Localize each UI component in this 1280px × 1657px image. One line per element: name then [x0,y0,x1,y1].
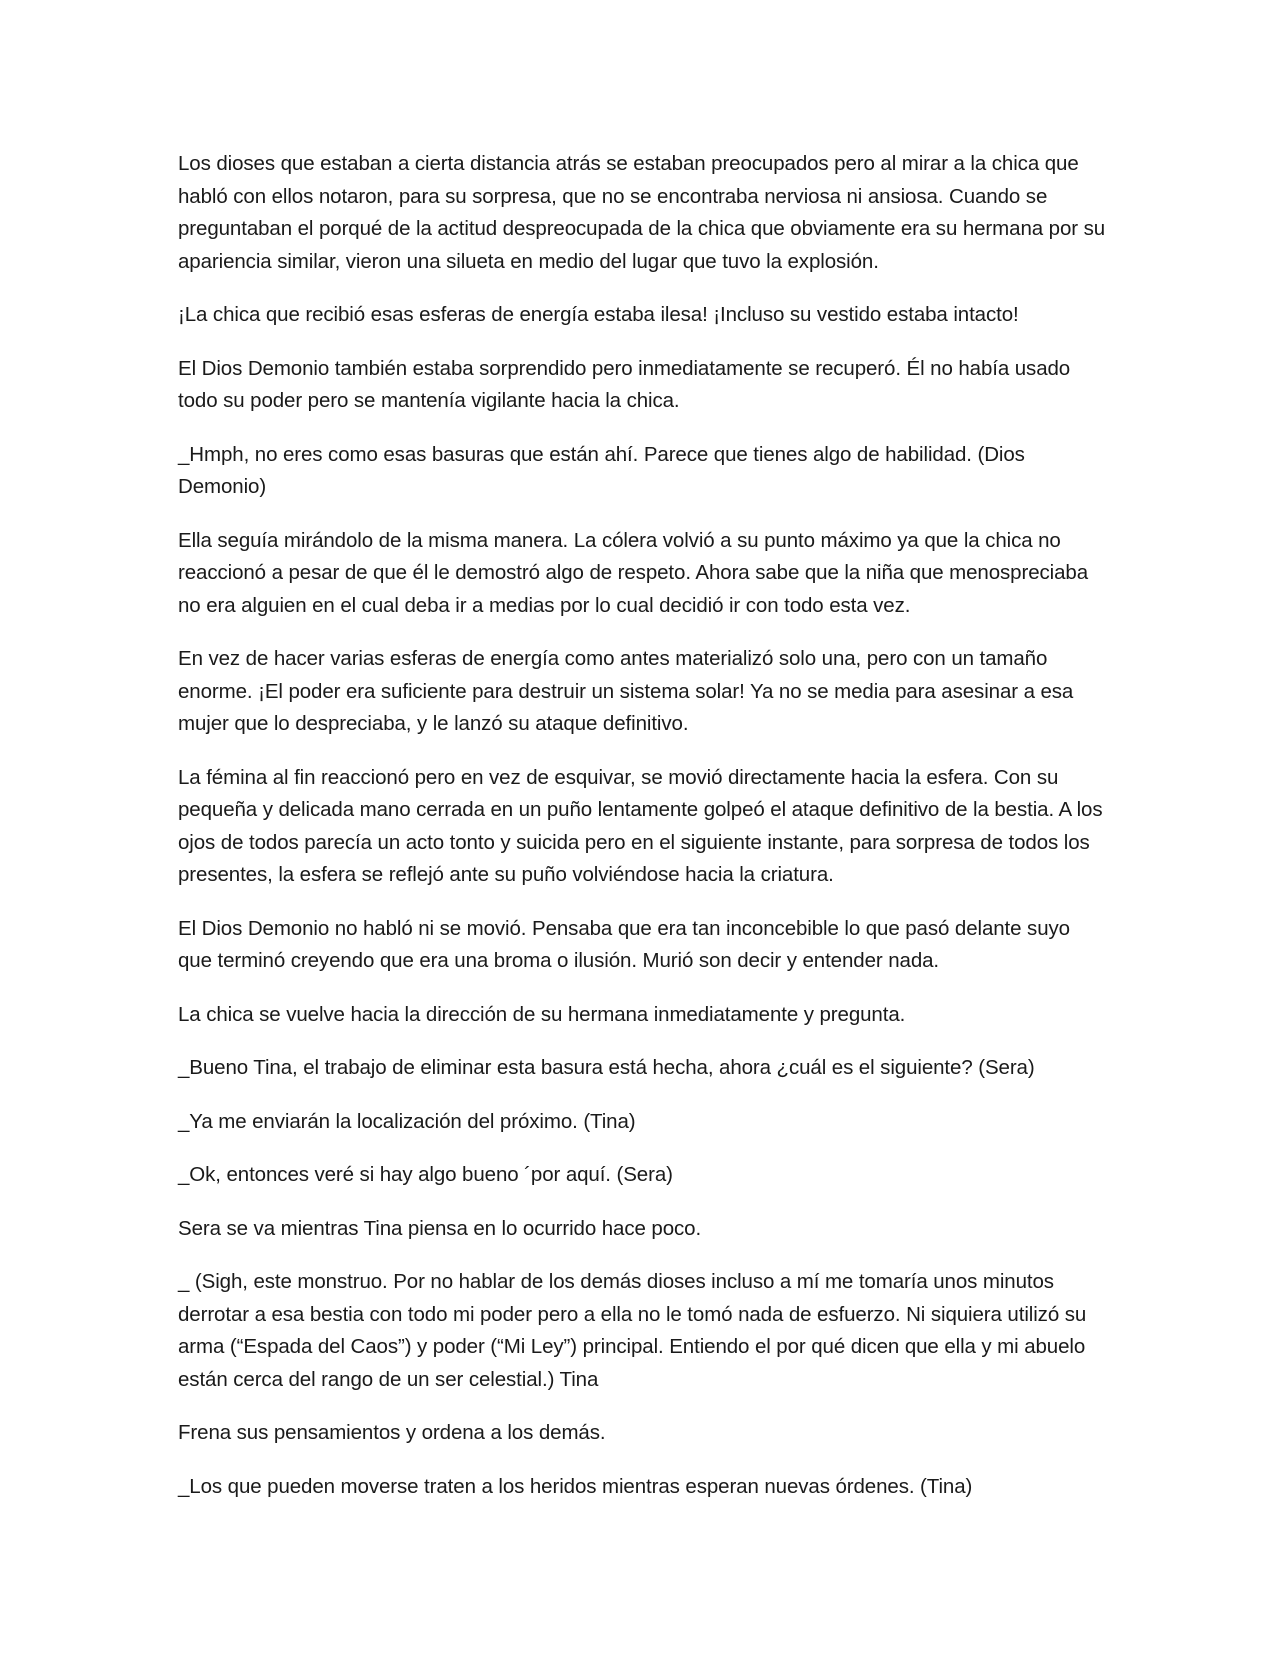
paragraph: ¡La chica que recibió esas esferas de energía estaba ilesa! ¡Incluso su vestido estaba intacto! [178,303,1019,326]
paragraph: Ella seguía mirándolo de la misma manera. La cólera volvió a su punto máximo ya que la chica no reaccionó a pesar de que él le demostró algo de respeto. Ahora sabe que la niña que menospreciaba no era alguien en el cual deba ir a medias por lo cual decidió ir con todo esta vez. [178,528,1089,617]
paragraph: La fémina al fin reaccionó pero en vez de esquivar, se movió directamente hacia la esfera. Con su pequeña y delicada mano cerrada en un puño lentamente golpeó el ataque definitivo de la bestia. A los ojos de todos parecía un acto tonto y suicida pero en el siguiente instante, para sorpresa de todos los presentes, la esfera se reflejó ante su puño volviéndose hacia la criatura. [178,765,1103,886]
dialogue-paragraph: _Ok, entonces veré si hay algo bueno ´por aquí. (Sera) [178,1163,673,1186]
paragraph: El Dios Demonio también estaba sorprendido pero inmediatamente se recuperó. Él no había usado todo su poder pero se mantenía vigilante hacia la chica. [178,356,1071,412]
dialogue-paragraph: _Ya me enviarán la localización del próximo. (Tina) [178,1109,636,1133]
document-body [178,148,1108,1524]
paragraph: El Dios Demonio no habló ni se movió. Pensaba que era tan inconcebible lo que pasó delante suyo que terminó creyendo que era una broma o ilusión. Murió son decir y entender nada. [178,916,1070,972]
dialogue-paragraph: _Hmph, no eres como esas basuras que están ahí. Parece que tienes algo de habilidad. (Dios Demonio) [178,442,1025,498]
dialogue-paragraph: _Bueno Tina, el trabajo de eliminar esta basura está hecha, ahora ¿cuál es el siguiente? (Sera) [178,1056,1035,1079]
paragraph: Frena sus pensamientos y ordena a los demás. [178,1421,606,1444]
paragraph: En vez de hacer varias esferas de energía como antes materializó solo una, pero con un tamaño enorme. ¡El poder era suficiente para destruir un sistema solar! Ya no se media para asesinar a esa mujer que lo despreciaba, y le lanzó su ataque definitivo. [178,647,1074,735]
dialogue-paragraph: _ (Sigh, este monstruo. Por no hablar de los demás dioses incluso a mí me tomaría unos minutos derrotar a esa bestia con todo mi poder pero a ella no le tomó nada de esfuerzo. Ni siquiera utilizó su arma (“Espada del Caos”) y poder (“Mi Ley”) principal. Entiendo el por qué dicen que ella y mi abuelo están cerca del rango de un ser celestial.) Tina [178,1270,1087,1391]
paragraph: Los dioses que estaban a cierta distancia atrás se estaban preocupados pero al mirar a la chica que habló con ellos notaron, para su sorpresa, que no se encontraba nerviosa ni ansiosa. Cuando se preguntaban el porqué de la actitud despreocupada de la chica que obviamente era su hermana por su apariencia similar, vieron una silueta en medio del lugar que tuvo la explosión. [178,152,1106,273]
paragraph: La chica se vuelve hacia la dirección de su hermana inmediatamente y pregunta. [178,1002,906,1026]
dialogue-paragraph: _Los que pueden moverse traten a los heridos mientras esperan nuevas órdenes. (Tina) [178,1474,973,1498]
paragraph: Sera se va mientras Tina piensa en lo ocurrido hace poco. [178,1216,702,1240]
